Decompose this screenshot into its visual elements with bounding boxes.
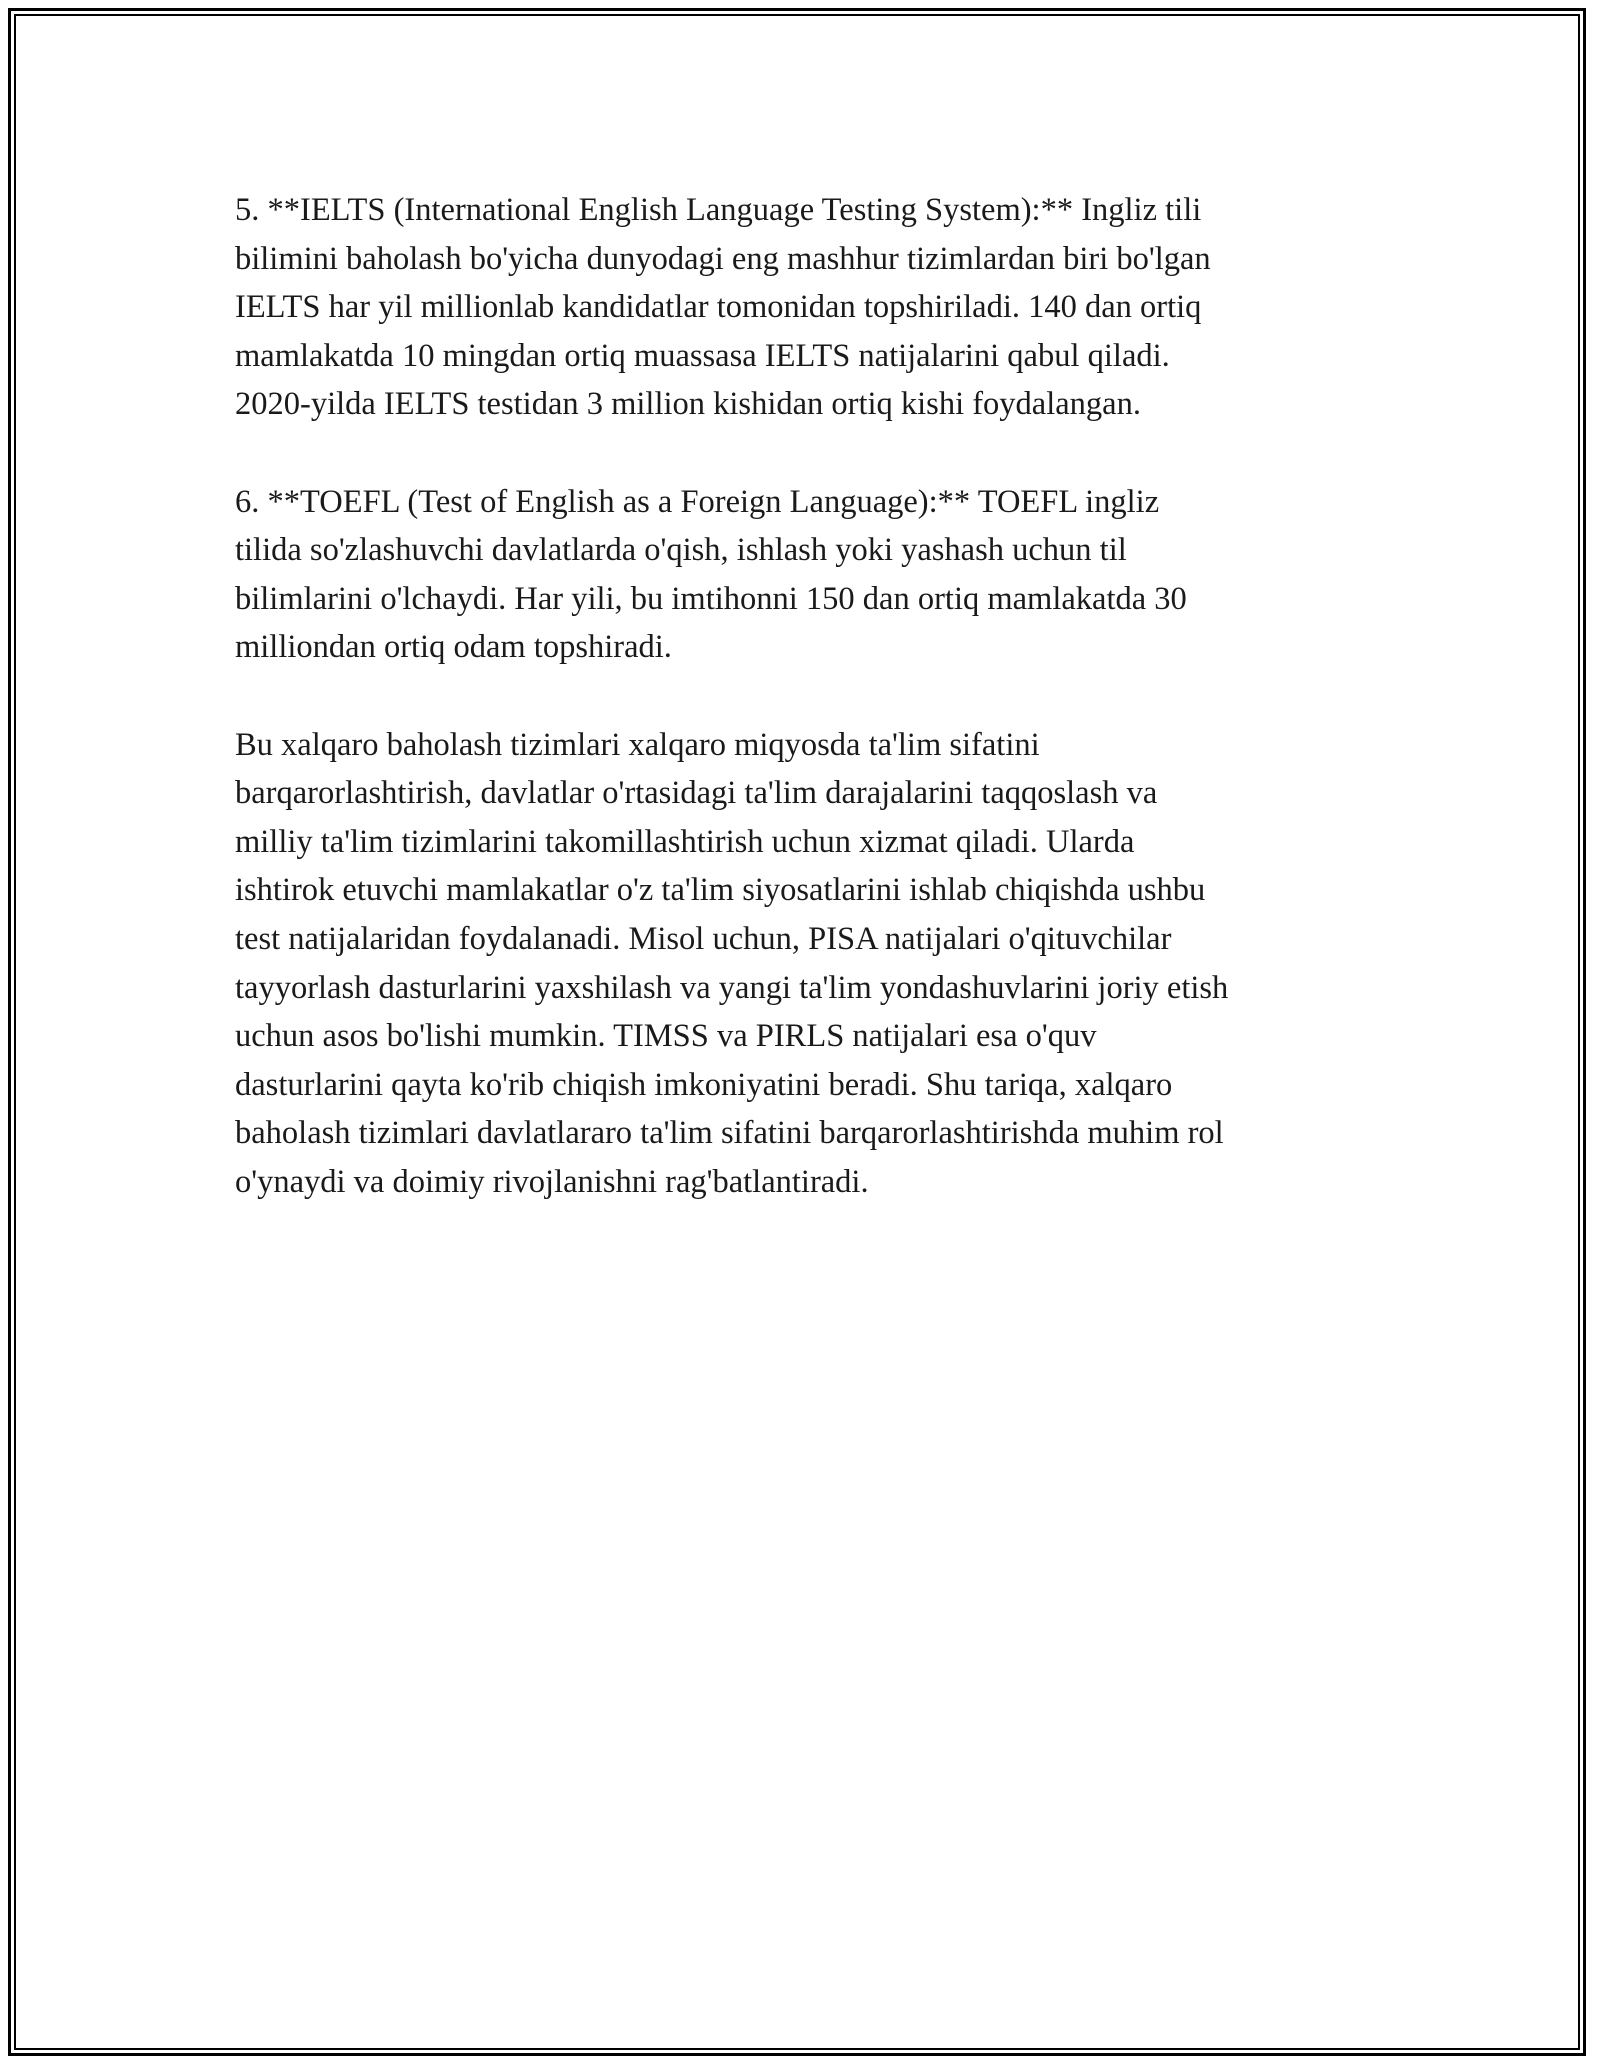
paragraph-conclusion: Bu xalqaro baholash tizimlari xalqaro miqyosda ta'lim sifatini barqarorlashtirish, davlatlar o'rtasidagi ta'lim darajalarini taqqoslash va milliy ta'lim tizimlarini takomillashtirish uchun xizmat qiladi. Ularda ishtirok etuvchi mamlakatlar o'z ta'lim siyosatlarini ishlab chiqishda ushbu test natijalaridan foydalanadi. Misol uchun, PISA natijalari o'qituvchilar tayyorlash dasturlarini yaxshilash va yangi ta'lim yondashuvlarini joriy etish uchun asos bo'lishi mumkin. TIMSS va PIRLS natijalari esa o'quv dasturlarini qayta ko'rib chiqish imkoniyatini beradi. Shu tariqa, xalqaro baholash tizimlari davlatlararo ta'lim sifatini barqarorlashtirishda muhim rol o'ynaydi va doimiy rivojlanishni rag'batlantiradi.: [235, 726, 1229, 1200]
paragraph-toefl: 6. **TOEFL (Test of English as a Foreign Language):** TOEFL ingliz tilida so'zlashuvchi davlatlarda o'qish, ishlash yoki yashash uchun til bilimlarini o'lchaydi. Har yili, bu imtihonni 150 dan ortiq mamlakatda 30 milliondan ortiq odam topshiradi.: [235, 483, 1187, 666]
paragraph-ielts: 5. **IELTS (International English Language Testing System):** Ingliz tili bilimini baholash bo'yicha dunyodagi eng mashhur tizimlardan biri bo'lgan IELTS har yil millionlab kandidatlar tomonidan topshiriladi. 140 dan ortiq mamlakatda 10 mingdan ortiq muassasa IELTS natijalarini qabul qiladi. 2020-yilda IELTS testidan 3 million kishidan ortiq kishi foydalangan.: [235, 192, 1211, 423]
document-body: [235, 186, 1375, 1255]
